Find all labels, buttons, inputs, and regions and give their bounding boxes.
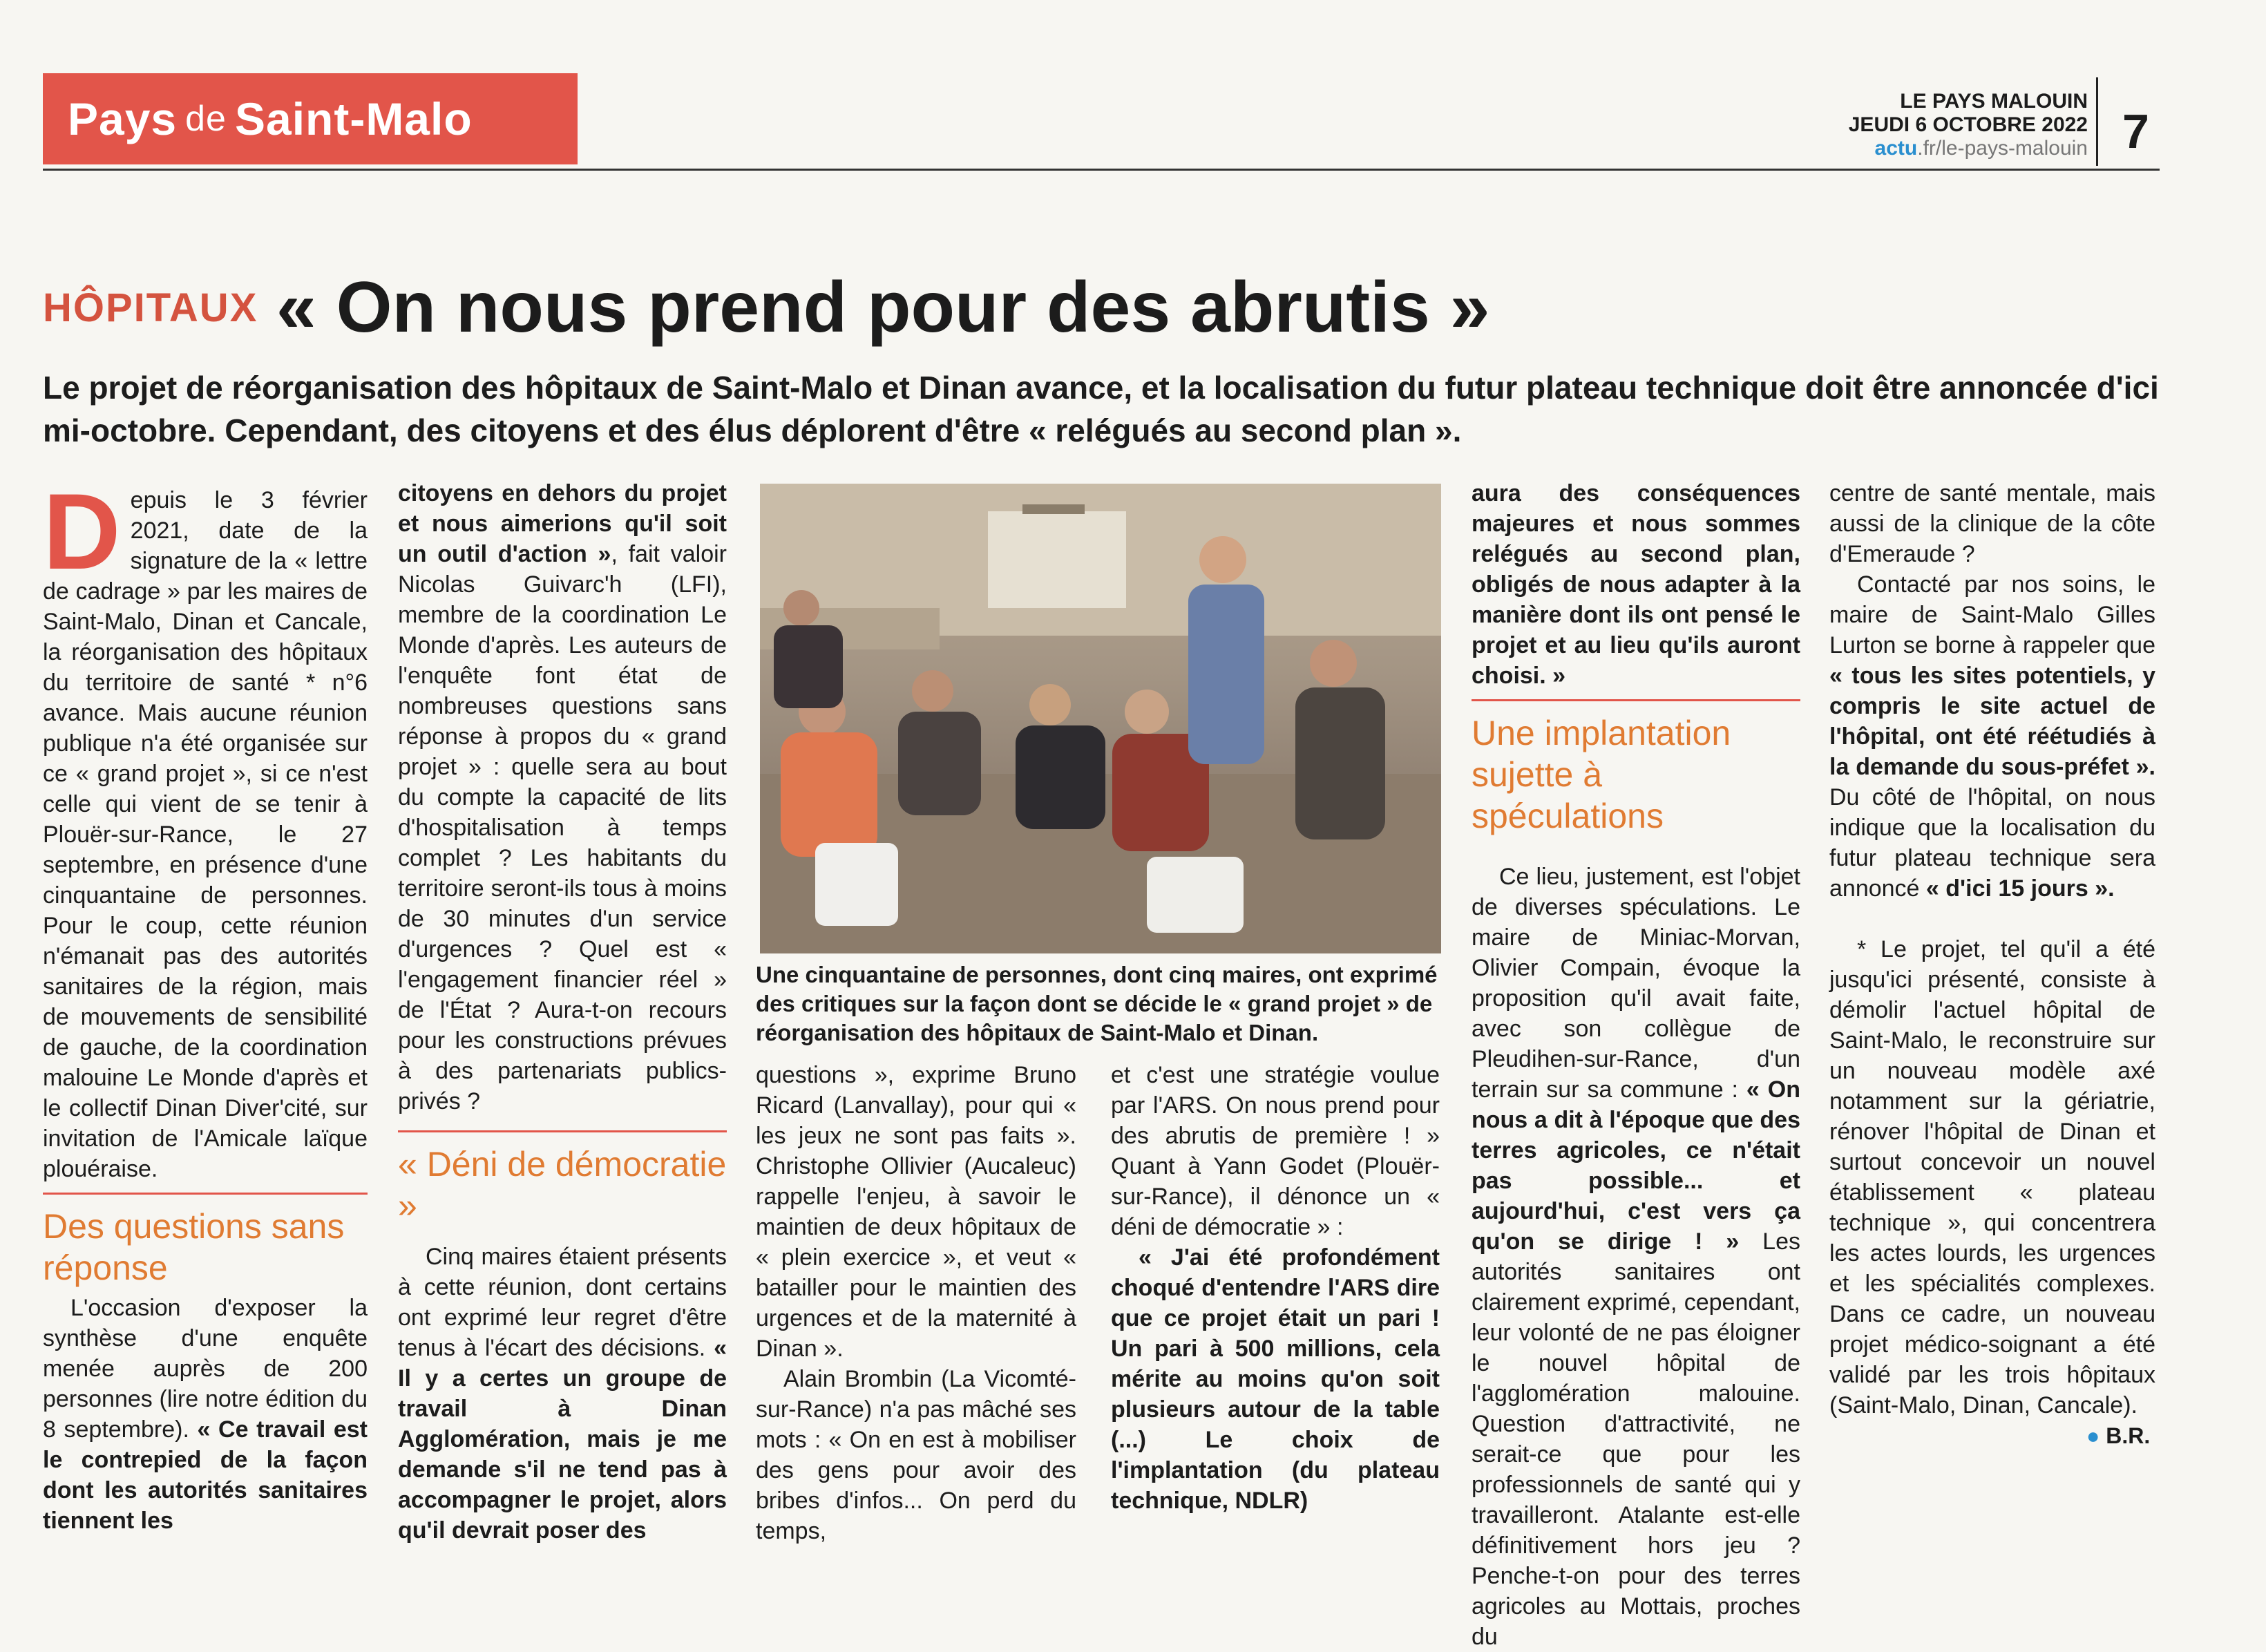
article-lead: Le projet de réorganisation des hôpitaux de Saint-Malo et Dinan avance, et la localisation du futur plateau technique doit être annoncée d'ici mi-octobre. Cependant, des citoyens et des élus déplorent d'être « relégués au second plan ». bbox=[43, 370, 2159, 448]
paragraph bbox=[398, 478, 727, 1117]
section-banner bbox=[43, 73, 578, 164]
paragraph: questions », exprime Bruno Ricard (Lanvallay), pour qui « les jeux ne sont pas faits ». Christophe Ollivier (Aucaleuc) rappelle l'enjeu, à savoir le maintien de deux hôpitaux de « plein exercice », et veut « batailler pour le maintien des urgences et de la maternité à Dinan ». bbox=[756, 1062, 1076, 1362]
col2-p1-quote: citoyens en dehors du projet et nous aimerions qu'il soit un outil d'action » bbox=[398, 480, 727, 567]
meeting-photo-illustration bbox=[760, 484, 1441, 953]
subhead-deni: « Déni de démocratie » bbox=[398, 1130, 727, 1226]
col1-p2-text: L'occasion d'exposer la synthèse d'une enquête menée auprès de 200 personnes (lire notre édition du 8 septembre). bbox=[43, 1295, 368, 1443]
paragraph bbox=[43, 472, 368, 1184]
publication-date: JEUDI 6 OCTOBRE 2022 bbox=[1848, 113, 2088, 136]
col6-p2-quote2: « d'ici 15 jours ». bbox=[1925, 875, 2115, 902]
paragraph: et c'est une stratégie voulue par l'ARS. On nous prend pour des abrutis de première ! » Quant à Yann Godet (Plouër-sur-Rance), il dénonce un « déni de démocratie » : bbox=[1111, 1062, 1440, 1240]
bullet-icon: ● bbox=[2086, 1423, 2100, 1448]
author-signature bbox=[2086, 1423, 2150, 1449]
col1-p1-text: epuis le 3 février 2021, date de la signature de la « lettre de cadrage » par les maires de Saint-Malo, Dinan et Cancale, la réorganisation des hôpitaux du territoire de santé * n°6 avance. Mais aucune réunion publique n'a été organisée sur ce « grand projet », si ce n'est celle qui vient de se tenir à Plouër-sur-Rance, le 27 septembre, en présence d'une cinquantaine de personnes. Pour le coup, cette réunion n'émanait pas des autorités sanitaires de la région, mais de mouvements de sensibilité de gauche, de la coordination malouine Le Monde d'après et le collectif Dinan Diver'cité, sur invitation de l'Amicale laïque plouéraise. bbox=[43, 487, 368, 1182]
publication-name: LE PAYS MALOUIN bbox=[1900, 90, 2088, 113]
column-4 bbox=[1111, 1060, 1440, 1516]
col5-p3-text: Les autorités sanitaires ont clairement exprimé, cependant, leur volonté de ne pas éloigner le nouvel hôpital de l'agglomération malouine. Question d'attractivité, ne serait-ce que pour les professionnels de santé qui y travailleront. Atalante est-elle définitivement hors jeu ? Penche-t-on pour des terres agricoles au Mottais, proches du bbox=[1472, 1228, 1800, 1650]
section-name-part2: Saint-Malo bbox=[234, 93, 473, 144]
paragraph bbox=[1829, 569, 2155, 904]
col6-p2-end: Du côté de l'hôpital, on nous indique que la localisation du futur plateau technique sera annoncé bbox=[1829, 784, 2155, 902]
column-5 bbox=[1472, 478, 1800, 1652]
section-name-part1: Pays bbox=[68, 93, 178, 144]
url-brand: actu bbox=[1874, 137, 1918, 160]
paragraph bbox=[1111, 1242, 1440, 1516]
col2-p2-quote: « Il y a certes un groupe de travail à Dinan Agglomération, mais je me demande s'il ne tend pas à accompagner le projet, alors qu'il devrait poser des bbox=[398, 1335, 727, 1544]
col6-p2-quote: « tous les sites potentiels, y compris le site actuel de l'hôpital, ont été réétudiés à la demande du sous-préfet ». bbox=[1829, 663, 2155, 780]
kicker: HÔPITAUX bbox=[43, 285, 258, 330]
section-name-de: de bbox=[185, 99, 227, 139]
meeting-photo bbox=[760, 484, 1441, 953]
col5-p1-quote: aura des conséquences majeures et nous sommes relégués au second plan, obligés de nous adapter à la manière dont ils ont pensé le projet et au lieu qu'ils auront choisi. » bbox=[1472, 480, 1800, 689]
paragraph bbox=[43, 1293, 368, 1536]
col5-p2-text: Ce lieu, justement, est l'objet de diverses spéculations. Le maire de Miniac-Morvan, Olivier Compain, évoque la proposition qu'il avait faite, avec son collègue de Pleudihen-sur-Rance, d'un terrain sur sa commune : bbox=[1472, 864, 1800, 1103]
column-2 bbox=[398, 478, 727, 1546]
paragraph bbox=[1472, 478, 1800, 691]
col6-p2-text: Contacté par nos soins, le maire de Saint-Malo Gilles Lurton se borne à rappeler que bbox=[1829, 571, 2155, 658]
col4-quote: « J'ai été profondément choqué d'entendre l'ARS dire que ce projet était un pari ! Un pari à 500 millions, cela mérite au moins qu'on soit plusieurs autour de la table (...) Le choix de l'implantation (du plateau technique, NDLR) bbox=[1111, 1244, 1440, 1514]
subhead-implantation: Une implantation sujette à spéculations bbox=[1472, 699, 1800, 837]
photo-caption: Une cinquantaine de personnes, dont cinq maires, ont exprimé des critiques sur la façon dont se décide le « grand projet » de réorganisation des hôpitaux de Saint-Malo et Dinan. bbox=[756, 962, 1438, 1045]
col2-p2-text: Cinq maires étaient présents à cette réunion, dont certains ont exprimé leur regret d'être tenus à l'écart des décisions. bbox=[398, 1244, 727, 1361]
header-rule bbox=[43, 169, 2160, 171]
col1-p2-quote: « Ce travail est le contrepied de la façon dont les autorités sanitaires tiennent les bbox=[43, 1416, 368, 1534]
paragraph bbox=[398, 1242, 727, 1546]
paragraph: centre de santé mentale, mais aussi de la clinique de la côte d'Emeraude ? bbox=[1829, 480, 2155, 567]
publication-url bbox=[1849, 137, 2088, 160]
article-title: « On nous prend pour des abrutis » bbox=[276, 267, 1490, 348]
masthead bbox=[1849, 90, 2088, 160]
paragraph bbox=[1472, 862, 1800, 1652]
subhead-questions: Des questions sans réponse bbox=[43, 1193, 368, 1289]
drop-cap: D bbox=[43, 472, 121, 592]
col5-p2-quote: « On nous a dit à l'époque que des terres agricoles, ce n'était pas possible... et aujourd'hui, c'est vers ça qu'on se dirige ! » bbox=[1472, 1076, 1800, 1255]
column-3 bbox=[756, 1060, 1076, 1546]
column-6 bbox=[1829, 478, 2155, 1421]
signature-initials: B.R. bbox=[2106, 1423, 2151, 1448]
page-number-separator bbox=[2096, 77, 2098, 166]
page-number: 7 bbox=[2122, 104, 2149, 158]
footnote: * Le projet, tel qu'il a été jusqu'ici présenté, consiste à démolir l'actuel hôpital de Saint-Malo, le reconstruire sur un nouveau modèle axé notamment sur la gériatrie, rénover l'hôpital de Dinan et surtout concevoir un nouvel établissement « plateau technique », qui concentrera les actes lourds, les urgences et les spécialités complexes. Dans ce cadre, un nouveau projet médico-soignant a été validé par les trois hôpitaux (Saint-Malo, Dinan, Cancale). bbox=[1829, 936, 2155, 1418]
paragraph: Alain Brombin (La Vicomté-sur-Rance) n'a pas mâché ses mots : « On en est à mobiliser des gens pour avoir des bribes d'infos... On perd du temps, bbox=[756, 1366, 1076, 1544]
col2-p1-text: , fait valoir Nicolas Guivarc'h (LFI), membre de la coordination Le Monde d'après. Les auteurs de l'enquête font état de nombreuses questions sans réponse à propos du « grand projet » : quelle sera au bout du compte la capacité de lits d'hospitalisation à temps complet ? Les habitants du territoire seront-ils tous à moins de 30 minutes d'un service d'urgences ? Quel est « l'engagement financier réel » de l'État ? Aura-t-on recours pour les constructions prévues à des partenariats publics-privés ? bbox=[398, 541, 727, 1114]
headline bbox=[43, 267, 1490, 349]
url-path: .fr/le-pays-malouin bbox=[1917, 137, 2088, 160]
column-1 bbox=[43, 472, 368, 1536]
